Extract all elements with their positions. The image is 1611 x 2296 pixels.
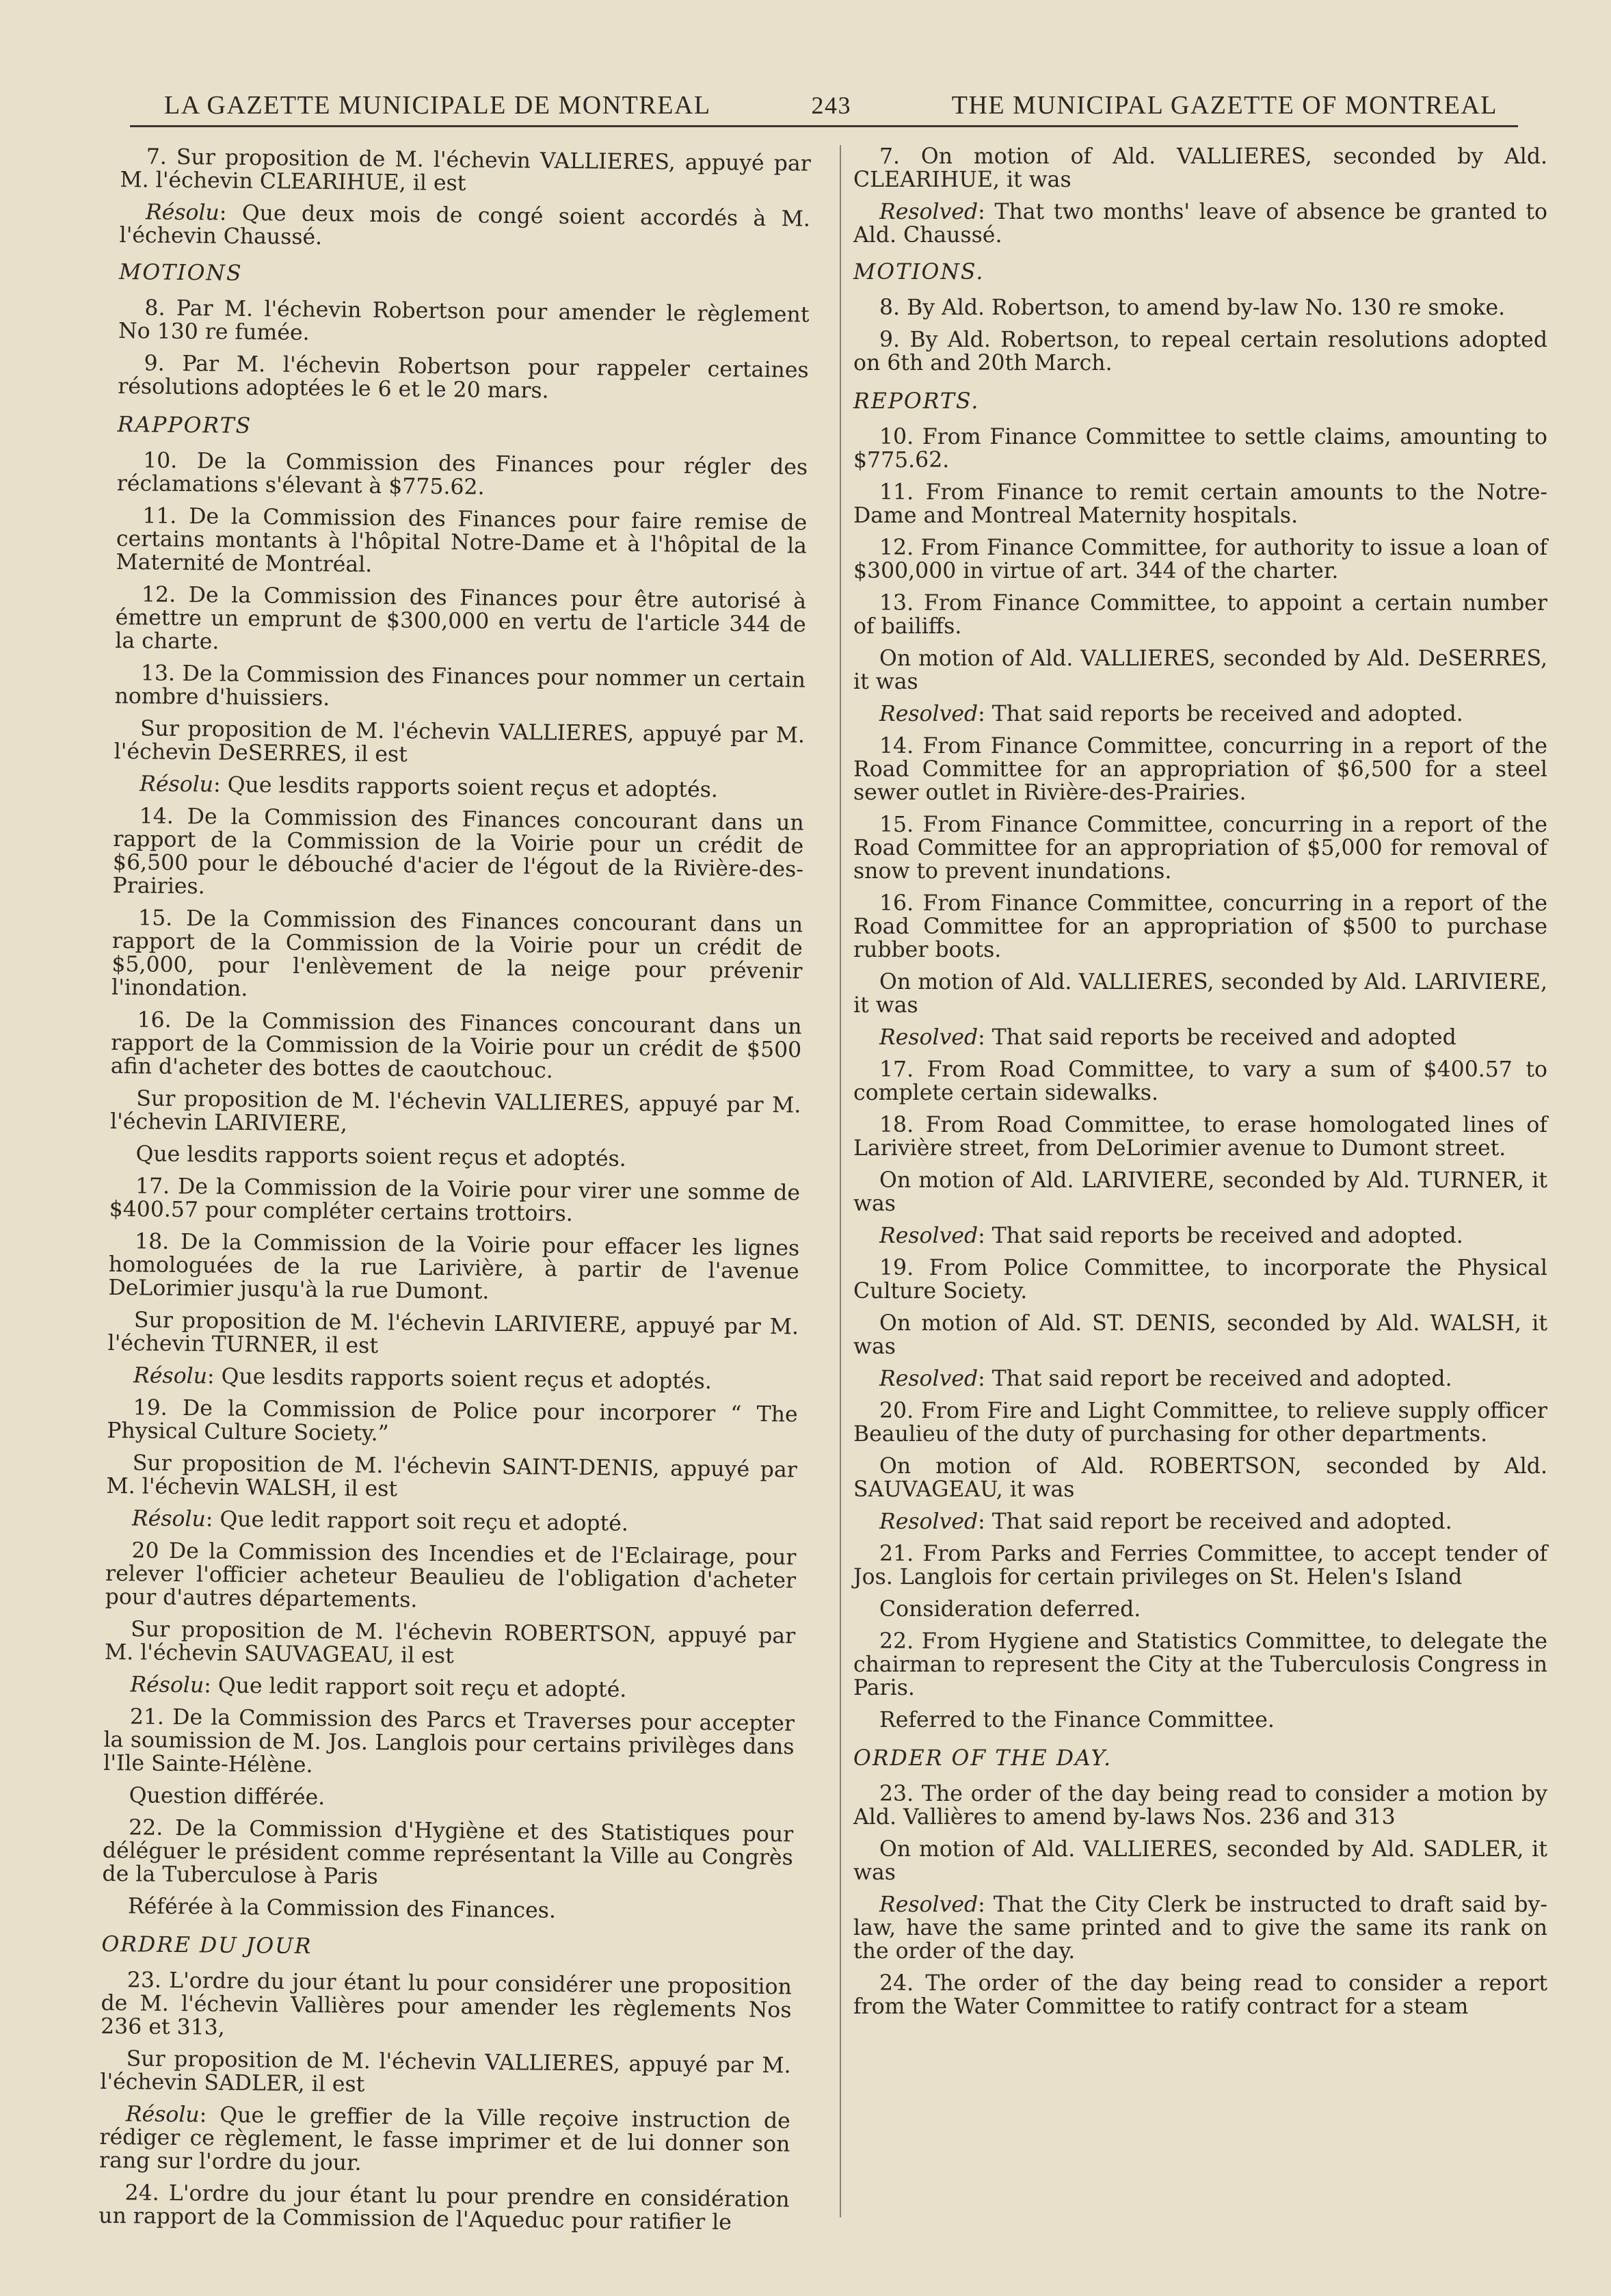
fr-heading-rapports: RAPPORTS [117,412,252,439]
en-heading-order: ORDER OF THE DAY. [853,1746,1113,1771]
fr-item-18-motion: Sur proposition de M. l'échevin LARIVIERE, appuyé par M. l'échevin TURNER, il est [107,1308,799,1359]
en-item-7-resolved: Resolved: That two months' leave of absence be granted to Ald. Chaussé. [853,200,1547,248]
resolved-label: Résolu [145,200,220,226]
en-item-22: 22. From Hygiene and Statistics Committee, to delegate the chairman to represent the City at the Tuberculosis Congress in Paris. [853,1629,1547,1700]
french-column [98,145,811,2243]
en-item-13-motion: On motion of Ald. VALLIERES, seconded by Ald. DeSERRES, it was [853,646,1547,694]
fr-item-7-resolved: Résolu: Que deux mois de congé soient accordés à M. l'échevin Chaussé. [119,200,811,250]
fr-item-11: 11. De la Commission des Finances pour faire remise de certains montants à l'hôpital Notre-Dame et à l'hôpital de la Maternité de Montréal. [116,503,808,577]
en-item-11: 11. From Finance to remit certain amounts to the Notre-Dame and Montreal Maternity hospitals. [853,480,1547,528]
page-number: 243 [811,92,851,119]
page-header [164,90,1497,120]
en-item-16: 16. From Finance Committee, concurring in a report of the Road Committee for an appropriation of $500 to purchase rubber boots. [853,891,1547,962]
en-item-19-resolved: Resolved: That said report be received and adopted. [879,1367,1452,1391]
fr-item-13-resolved: Résolu: Que lesdits rapports soient reçus et adoptés. [139,771,719,803]
en-item-10: 10. From Finance Committee to settle claims, amounting to $775.62. [853,425,1547,473]
fr-item-24: 24. L'ordre du jour étant lu pour prendre en considération un rapport de la Commission de l'Aqueduc pour ratifier le [98,2180,790,2235]
fr-item-7: 7. Sur proposition de M. l'échevin VALLIERES, appuyé par M. l'échevin CLEARIHUE, il est [120,144,811,196]
en-item-24: 24. The order of the day being read to consider a report from the Water Committee to ratify contract for a steam [853,1971,1547,2019]
fr-item-15: 15. De la Commission des Finances concourant dans un rapport de la Commission de la Voirie pour un crédit de $5,000, pour l'enlèvement de la neige pour prévenir l'inondation. [111,906,803,1002]
en-heading-reports: REPORTS. [853,389,980,414]
fr-item-18: 18. De la Commission de la Voirie pour effacer les lignes homologuées de la rue Larivière, à partir de l'avenue DeLorimier jusqu'à la rue Dumont. [108,1229,800,1304]
en-item-21: 21. From Parks and Ferries Committee, to accept tender of Jos. Langlois for certain privileges on St. Helen's Island [853,1542,1547,1589]
header-title-french: LA GAZETTE MUNICIPALE DE MONTREAL [164,91,711,120]
en-item-18-motion: On motion of Ald. LARIVIERE, seconded by Ald. TURNER, it was [853,1168,1547,1216]
en-item-18: 18. From Road Committee, to erase homologated lines of Larivière street, from DeLorimier avenue to Dumont street. [853,1113,1547,1161]
en-item-14: 14. From Finance Committee, concurring in a report of the Road Committee for an appropriation of $6,500 for a steel sewer outlet in Rivière-des-Prairies. [853,734,1547,805]
fr-item-23: 23. L'ordre du jour étant lu pour considérer une proposition de M. l'échevin Vallières pour amender les règlements Nos 236 et 313, [101,1968,793,2040]
en-item-22-referred: Referred to the Finance Committee. [879,1708,1275,1732]
en-item-8: 8. By Ald. Robertson, to amend by-law No. 130 re smoke. [879,295,1506,320]
fr-item-21-deferred: Question différée. [129,1783,325,1810]
column-divider [840,145,841,2217]
en-item-17: 17. From Road Committee, to vary a sum of $400.57 to complete certain sidewalks. [853,1057,1547,1105]
en-item-16-motion: On motion of Ald. VALLIERES, seconded by Ald. LARIVIERE, it was [853,970,1547,1018]
fr-item-14: 14. De la Commission des Finances concourant dans un rapport de la Commission de la Voirie pour un crédit de $6,500 pour le débouché d'acier de l'égout de la Rivière-des-Prairies. [112,804,804,899]
fr-item-20-motion: Sur proposition de M. l'échevin ROBERTSON, appuyé par M. l'échevin SAUVAGEAU, il est [104,1617,796,1669]
fr-item-20: 20 De la Commission des Incendies et de l'Eclairage, pour relever l'officier acheteur Beaulieu de l'obligation d'acheter pour d'autres départements. [105,1538,797,1613]
en-item-21-deferred: Consideration deferred. [879,1597,1141,1622]
en-item-20-resolved: Resolved: That said report be received and adopted. [879,1509,1452,1534]
fr-item-17: 17. De la Commission de la Voirie pour virer une somme de $400.57 pour compléter certains trottoirs. [109,1174,801,1227]
en-item-23-motion: On motion of Ald. VALLIERES, seconded by Ald. SADLER, it was [853,1837,1547,1885]
fr-item-19-resolved: Résolu: Que ledit rapport soit reçu et adopté. [131,1506,629,1536]
header-title-english: THE MUNICIPAL GAZETTE OF MONTREAL [951,91,1497,120]
en-item-7: 7. On motion of Ald. VALLIERES, seconded by Ald. CLEARIHUE, it was [853,144,1547,192]
en-item-20: 20. From Fire and Light Committee, to relieve supply officer Beaulieu of the duty of purchasing for other departments. [853,1399,1547,1447]
fr-item-23-resolved: Résolu: Que le greffier de la Ville reçoive instruction de rédiger ce règlement, le fasse imprimer et de lui donner son rang sur l'ordre du jour. [98,2102,790,2176]
fr-item-18-resolved: Résolu: Que lesdits rapports soient reçus et adoptés. [133,1363,713,1395]
en-item-19: 19. From Police Committee, to incorporate the Physical Culture Society. [853,1256,1547,1304]
en-item-18-resolved: Resolved: That said reports be received and adopted. [879,1224,1463,1248]
fr-item-16-resolved: Que lesdits rapports soient reçus et adoptés. [135,1142,626,1172]
en-item-15: 15. From Finance Committee, concurring in a report of the Road Committee for an appropriation of $5,000 for removal of snow to prevent inundations. [853,813,1547,884]
en-item-20-motion: On motion of Ald. ROBERTSON, seconded by Ald. SAUVAGEAU, it was [853,1454,1547,1502]
en-item-9: 9. By Ald. Robertson, to repeal certain resolutions adopted on 6th and 20th March. [853,328,1547,375]
fr-item-22: 22. De la Commission d'Hygiène et des Statistiques pour déléguer le président comme représentant la Ville au Congrès de la Tuberculose à Paris [102,1815,794,1890]
fr-item-16-motion: Sur proposition de M. l'échevin VALLIERES, appuyé par M. l'échevin LARIVIERE, [109,1086,801,1137]
fr-item-22-referred: Référée à la Commission des Finances. [127,1894,557,1923]
fr-item-21: 21. De la Commission des Parcs et Traverses pour accepter la soumission de M. Jos. Langlois pour certains privilèges dans l'Ile Sainte-Hélène. [103,1704,795,1778]
fr-item-12: 12. De la Commission des Finances pour être autorisé à émettre un emprunt de $300,000 en vertu de l'article 344 de la charte. [115,582,807,655]
en-item-13-resolved: Resolved: That said reports be received and adopted. [879,702,1463,726]
fr-item-13-motion: Sur proposition de M. l'échevin VALLIERES, appuyé par M. l'échevin DeSERRES, il est [114,716,806,767]
header-rule [130,125,1518,127]
en-item-23: 23. The order of the day being read to consider a motion by Ald. Vallières to amend by-laws Nos. 236 and 313 [853,1782,1547,1830]
en-item-13: 13. From Finance Committee, to appoint a certain number of bailiffs. [853,591,1547,639]
en-item-19-motion: On motion of Ald. ST. DENIS, seconded by Ald. WALSH, it was [853,1311,1547,1359]
en-item-23-resolved: Resolved: That the City Clerk be instructed to draft said by-law, have the same printed and to give the same its rank on the order of the day. [853,1892,1547,1964]
fr-item-9: 9. Par M. l'échevin Robertson pour rappeler certaines résolutions adoptées le 6 et le 20 mars. [118,351,809,404]
fr-item-20-resolved: Résolu: Que ledit rapport soit reçu et adopté. [130,1672,627,1702]
fr-heading-motions: MOTIONS [118,259,243,286]
fr-item-23-motion: Sur proposition de M. l'échevin VALLIERES, appuyé par M. l'échevin SADLER, il est [100,2046,791,2097]
fr-item-13: 13. De la Commission des Finances pour nommer un certain nombre d'huissiers. [114,661,806,711]
english-column [853,145,1547,2027]
fr-item-19-motion: Sur proposition de M. l'échevin SAINT-DENIS, appuyé par M. l'échevin WALSH, il est [106,1451,797,1502]
en-item-16-resolved: Resolved: That said reports be received and adopted [879,1025,1456,1050]
fr-item-16: 16. De la Commission des Finances concourant dans un rapport de la Commission de la Voirie pour un crédit de $500 afin d'acheter des bottes de caoutchouc. [110,1007,802,1083]
fr-item-8: 8. Par M. l'échevin Robertson pour amender le règlement No 130 re fumée. [118,295,810,345]
en-item-12: 12. From Finance Committee, for authority to issue a loan of $300,000 in virtue of art. 344 of the charter. [853,536,1547,583]
fr-item-10: 10. De la Commission des Finances pour régler des réclamations s'élevant à $775.62. [116,448,808,500]
en-heading-motions: MOTIONS. [853,260,985,285]
fr-heading-ordre: ORDRE DU JOUR [101,1931,312,1959]
fr-item-19: 19. De la Commission de Police pour incorporer “ The Physical Culture Society.” [107,1395,798,1447]
